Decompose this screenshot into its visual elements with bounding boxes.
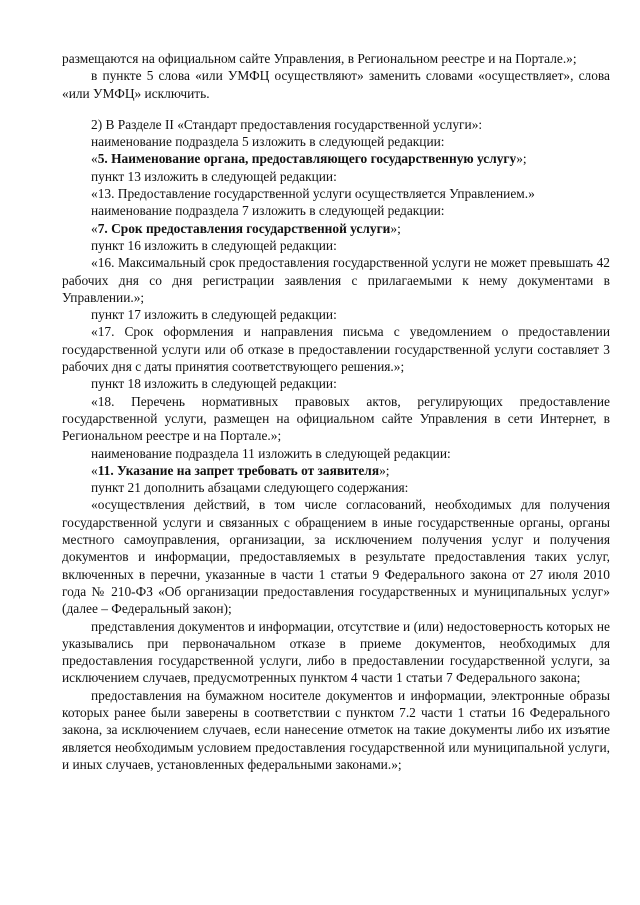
paragraph: [62, 618, 610, 687]
paragraph-text: «18. Перечень нормативных правовых актов, регулирующих предоставление государственной услуги, размещен на официальном сайте Управления в сети Интернет, в Региональном реестре и на Портале.»;: [62, 393, 610, 444]
paragraph: [62, 687, 610, 773]
paragraph: [62, 306, 610, 323]
paragraph-text: пункт 16 изложить в следующей редакции:: [91, 237, 337, 253]
paragraph-text: наименование подраздела 5 изложить в следующей редакции:: [91, 134, 445, 150]
paragraph-text: «16. Максимальный срок предоставления государственной услуги не может превышать 42 рабочих дня со дня регистрации заявления с прилагаемыми к нему документами в Управлении.»;: [62, 255, 610, 305]
paragraph-text: «осуществления действий, в том числе согласований, необходимых для получения государственной услуги и связанных с обращением в иные государственные органы, органы местного самоуправления, организации, за исключением получения услуг и получения документов и информации, предоставляемых в результате предоставления таких услуг, включенных в перечни, указанные в части 1 статьи 9 Федерального закона от 27 июля 2010 года № 210-ФЗ «Об организации предоставления государственных и муниципальных услуг» (далее – Федеральный закон);: [62, 497, 610, 617]
paragraph: [62, 496, 610, 617]
section-heading-text: 11. Указание на запрет требовать от заявителя: [97, 462, 380, 478]
paragraph-text: пункт 13 изложить в следующей редакции:: [91, 168, 337, 184]
paragraph-text: «17. Срок оформления и направления письма с уведомлением о предоставлении государственной услуги или об отказе в предоставлении государственной услуги составляет 3 рабочих дня с даты принятия соответствующего решения.»;: [62, 324, 610, 375]
paragraph: [62, 116, 610, 133]
paragraph-text: в пункте 5 слова «или УМФЦ осуществляют» заменить словами «осуществляет», слова «или УМФЦ» исключить.: [62, 68, 610, 101]
paragraph-text: предоставления на бумажном носителе документов и информации, электронные образы которых ранее были заверены в соответствии с пунктом 7.2 части 1 статьи 16 Федерального закона, за исключением случаев, если нанесение отметок на такие документы либо их изъятие является необходимым условием предоставления государственной или муниципальной услуги, и иных случаев, установленных федеральными законами.»;: [62, 687, 610, 772]
document-page: [62, 50, 610, 773]
paragraph-text: размещаются на официальном сайте Управления, в Региональном реестре и на Портале.»;: [62, 51, 577, 66]
paragraph: [62, 202, 610, 219]
paragraph-text: «: [91, 220, 98, 236]
paragraph-text: наименование подраздела 11 изложить в следующей редакции:: [91, 445, 451, 461]
paragraph-text: »;: [379, 462, 390, 478]
paragraph: [62, 50, 610, 67]
paragraph-text: «13. Предоставление государственной услуги осуществляется Управлением.»: [91, 186, 535, 202]
paragraph-spacer: [62, 102, 610, 116]
paragraph-text: »;: [516, 151, 527, 167]
paragraph: [62, 445, 610, 462]
paragraph: [62, 133, 610, 150]
paragraph: [62, 393, 610, 445]
paragraph-text: «: [91, 151, 98, 167]
section-heading-text: 5. Наименование органа, предоставляющего государственную услугу: [97, 151, 517, 167]
paragraph: [62, 150, 610, 167]
paragraph-text: пункт 18 изложить в следующей редакции:: [91, 376, 337, 392]
paragraph: [62, 185, 610, 202]
paragraph: [62, 237, 610, 254]
paragraph-text: «: [91, 462, 98, 478]
paragraph-text: наименование подраздела 7 изложить в следующей редакции:: [91, 203, 445, 219]
paragraph: [62, 220, 610, 237]
paragraph: [62, 168, 610, 185]
paragraph: [62, 479, 610, 496]
paragraph: [62, 67, 610, 102]
paragraph: [62, 375, 610, 392]
paragraph-text: »;: [390, 220, 401, 236]
paragraph: [62, 254, 610, 306]
paragraph: [62, 462, 610, 479]
paragraph-text: пункт 21 дополнить абзацами следующего содержания:: [91, 480, 409, 496]
paragraph-text: представления документов и информации, отсутствие и (или) недостоверность которых не указывались при первоначальном отказе в приеме документов, необходимых для предоставления государственной услуги, либо в предоставлении государственной услуги, за исключением случаев, предусмотренных пунктом 4 части 1 статьи 7 Федерального закона;: [62, 618, 610, 686]
section-heading-text: 7. Срок предоставления государственной услуги: [97, 220, 391, 236]
paragraph-text: 2) В Разделе II «Стандарт предоставления государственной услуги»:: [91, 116, 483, 132]
paragraph-text: пункт 17 изложить в следующей редакции:: [91, 307, 337, 323]
paragraph: [62, 323, 610, 375]
